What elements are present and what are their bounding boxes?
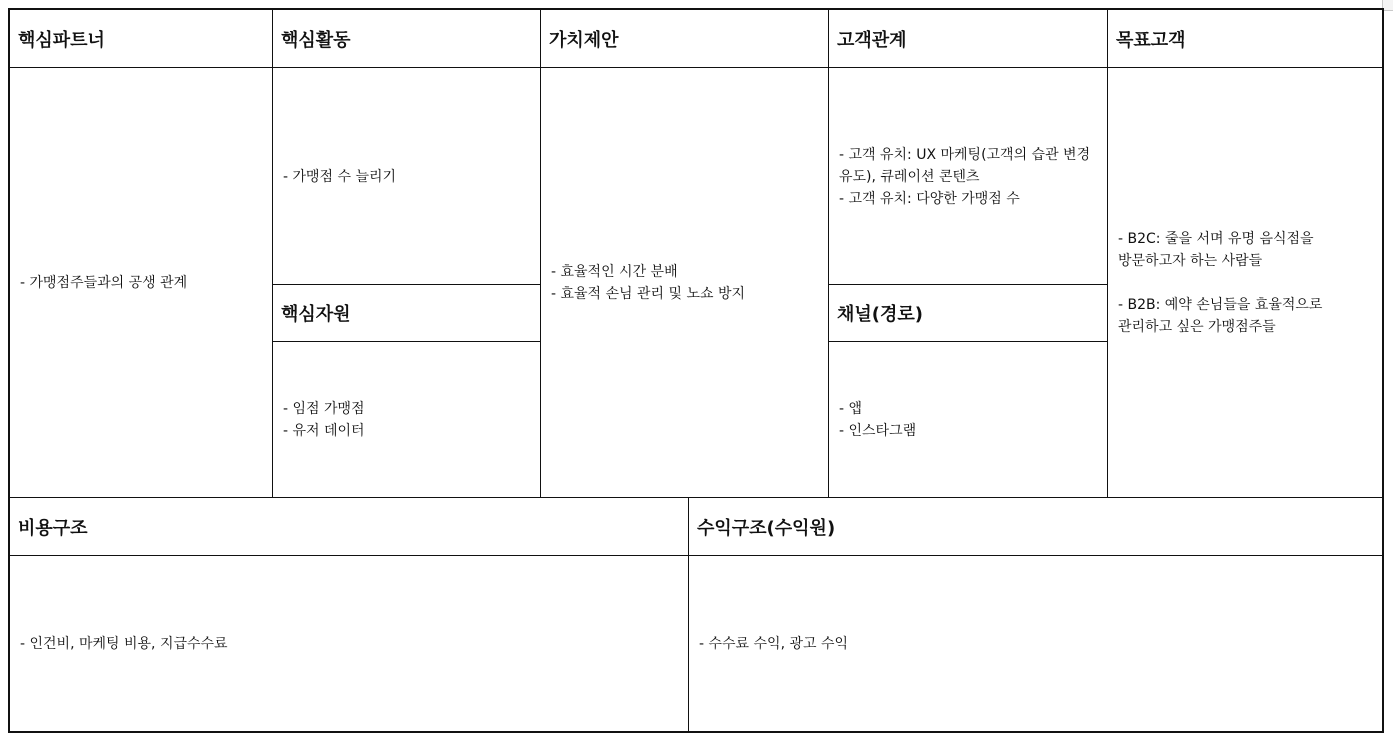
value-propositions-title: 가치제안 bbox=[541, 10, 828, 68]
value-propositions-cell bbox=[541, 10, 829, 498]
key-partners-title: 핵심파트너 bbox=[10, 10, 272, 68]
customer-relationships-title: 고객관계 bbox=[829, 10, 1107, 68]
channels-item: - 인스타그램 bbox=[839, 422, 917, 439]
key-partners-item: - 가맹점주들과의 공생 관계 bbox=[20, 274, 188, 291]
customer-segments-title: 목표고객 bbox=[1108, 10, 1382, 68]
key-activities-cell bbox=[273, 10, 541, 498]
key-partners-body bbox=[10, 68, 272, 497]
revenue-streams-body bbox=[689, 556, 1382, 731]
customer-relationships-body bbox=[829, 68, 1107, 285]
cost-structure-cell bbox=[10, 498, 689, 731]
key-resources-title: 핵심자원 bbox=[273, 284, 540, 342]
customer-segments-item: - B2B: 예약 손님들을 효율적으로 관리하고 싶은 가맹점주들 bbox=[1118, 296, 1323, 335]
customer-relationships-item: - 고객 유치: UX 마케팅(고객의 습관 변경 유도), 큐레이션 콘텐츠 bbox=[839, 146, 1091, 185]
business-model-canvas bbox=[8, 8, 1384, 733]
key-resources-item: - 유저 데이터 bbox=[283, 422, 365, 439]
customer-segments-body bbox=[1108, 68, 1382, 497]
customer-relationships-cell bbox=[829, 10, 1108, 498]
key-activities-title: 핵심활동 bbox=[273, 10, 540, 68]
value-propositions-item: - 효율적 손님 관리 및 노쇼 방지 bbox=[551, 285, 746, 302]
key-partners-cell bbox=[10, 10, 273, 498]
customer-segments-item: - B2C: 줄을 서며 유명 음식점을 방문하고자 하는 사람들 bbox=[1118, 230, 1314, 269]
cost-structure-body bbox=[10, 556, 688, 731]
channels-body bbox=[829, 342, 1107, 497]
key-resources-item: - 임점 가맹점 bbox=[283, 400, 365, 417]
channels-item: - 앱 bbox=[839, 400, 863, 417]
customer-segments-cell bbox=[1108, 10, 1382, 498]
spacer bbox=[1118, 272, 1372, 294]
value-propositions-item: - 효율적인 시간 분배 bbox=[551, 263, 678, 280]
cost-structure-item: - 인건비, 마케팅 비용, 지급수수료 bbox=[20, 635, 228, 652]
revenue-streams-title: 수익구조(수익원) bbox=[689, 498, 1382, 556]
cost-structure-title: 비용구조 bbox=[10, 498, 688, 556]
revenue-streams-cell bbox=[689, 498, 1382, 731]
value-propositions-body bbox=[541, 68, 828, 497]
key-resources-body bbox=[273, 342, 540, 497]
key-activities-body bbox=[273, 68, 540, 285]
customer-relationships-item: - 고객 유치: 다양한 가맹점 수 bbox=[839, 190, 1020, 207]
key-activities-item: - 가맹점 수 늘리기 bbox=[283, 168, 397, 185]
revenue-streams-item: - 수수료 수익, 광고 수익 bbox=[699, 635, 849, 652]
channels-title: 채널(경로) bbox=[829, 284, 1107, 342]
